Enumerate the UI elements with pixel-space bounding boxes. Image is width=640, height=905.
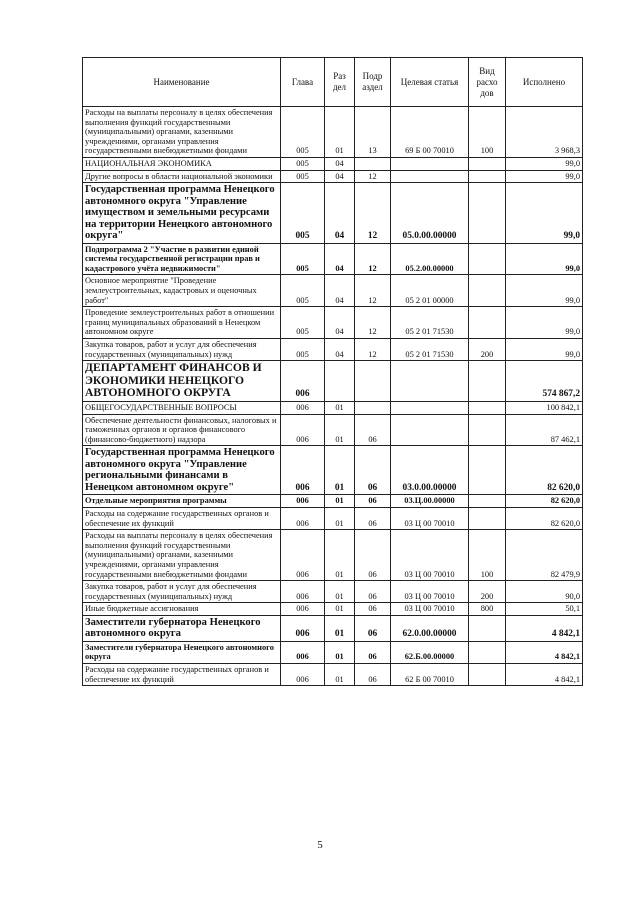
cell-vid — [469, 243, 506, 275]
cell-vid — [469, 664, 506, 686]
cell-podrazdel: 12 — [355, 307, 391, 339]
cell-target: 03.Ц.00.00000 — [391, 495, 469, 508]
cell-razdel: 04 — [325, 339, 355, 361]
cell-glava: 006 — [281, 664, 325, 686]
cell-target: 69 Б 00 70010 — [391, 107, 469, 158]
cell-amount: 90,0 — [506, 581, 583, 603]
cell-name: Закупка товаров, работ и услуг для обеспечения государственных (муниципальных) нужд — [83, 339, 281, 361]
cell-amount: 99,0 — [506, 183, 583, 244]
cell-razdel: 01 — [325, 615, 355, 641]
cell-vid — [469, 157, 506, 170]
cell-amount: 87 462,1 — [506, 414, 583, 446]
cell-razdel: 04 — [325, 307, 355, 339]
table-row — [83, 603, 583, 616]
cell-vid — [469, 307, 506, 339]
table-row — [83, 339, 583, 361]
cell-target: 05.0.00.00000 — [391, 183, 469, 244]
table-row — [83, 446, 583, 495]
cell-glava: 005 — [281, 275, 325, 307]
cell-podrazdel: 06 — [355, 446, 391, 495]
cell-name: Заместители губернатора Ненецкого автономного округа — [83, 641, 281, 663]
cell-target: 05 2 01 00000 — [391, 275, 469, 307]
cell-amount: 574 867,2 — [506, 361, 583, 402]
cell-name: Государственная программа Ненецкого автономного округа "Управление региональными финансами в Ненецком автономном округе" — [83, 446, 281, 495]
cell-vid — [469, 446, 506, 495]
cell-razdel: 04 — [325, 243, 355, 275]
cell-razdel: 04 — [325, 170, 355, 183]
cell-name: Закупка товаров, работ и услуг для обеспечения государственных (муниципальных) нужд — [83, 581, 281, 603]
cell-razdel: 01 — [325, 664, 355, 686]
cell-target: 05 2 01 71530 — [391, 339, 469, 361]
table-row — [83, 275, 583, 307]
cell-glava: 005 — [281, 107, 325, 158]
cell-glava: 006 — [281, 401, 325, 414]
cell-name: Расходы на содержание государственных органов и обеспечение их функций — [83, 664, 281, 686]
page-number: 5 — [317, 839, 323, 851]
cell-glava: 006 — [281, 603, 325, 616]
table-row — [83, 183, 583, 244]
cell-name: Иные бюджетные ассигнования — [83, 603, 281, 616]
cell-amount: 99,0 — [506, 243, 583, 275]
table-header-row — [83, 58, 583, 107]
cell-amount: 4 842,1 — [506, 615, 583, 641]
cell-amount: 99,0 — [506, 307, 583, 339]
cell-razdel — [325, 361, 355, 402]
cell-vid — [469, 641, 506, 663]
cell-glava: 006 — [281, 495, 325, 508]
cell-podrazdel — [355, 157, 391, 170]
cell-vid — [469, 495, 506, 508]
cell-amount: 4 842,1 — [506, 641, 583, 663]
header-amount: Исполнено — [506, 58, 583, 107]
cell-name: Подпрограмма 2 "Участие в развитии единой системы государственной регистрации прав и кадастрового учёта недвижимости" — [83, 243, 281, 275]
header-razdel: Раз дел — [325, 58, 355, 107]
cell-vid — [469, 507, 506, 529]
cell-podrazdel — [355, 401, 391, 414]
cell-podrazdel: 06 — [355, 581, 391, 603]
cell-target: 05.2.00.00000 — [391, 243, 469, 275]
cell-glava: 005 — [281, 157, 325, 170]
header-podrazdel: Подр аздел — [355, 58, 391, 107]
cell-amount: 99,0 — [506, 157, 583, 170]
table-row — [83, 107, 583, 158]
cell-name: Заместители губернатора Ненецкого автономного округа — [83, 615, 281, 641]
table-row — [83, 641, 583, 663]
cell-vid — [469, 183, 506, 244]
cell-vid — [469, 414, 506, 446]
cell-razdel: 01 — [325, 414, 355, 446]
cell-target — [391, 414, 469, 446]
cell-podrazdel: 12 — [355, 339, 391, 361]
cell-target — [391, 170, 469, 183]
cell-razdel: 04 — [325, 275, 355, 307]
cell-razdel: 01 — [325, 107, 355, 158]
table-row — [83, 401, 583, 414]
header-glava: Глава — [281, 58, 325, 107]
cell-podrazdel: 06 — [355, 530, 391, 581]
cell-podrazdel: 12 — [355, 243, 391, 275]
cell-podrazdel: 06 — [355, 414, 391, 446]
cell-vid — [469, 170, 506, 183]
cell-name: Государственная программа Ненецкого автономного округа "Управление имуществом и земельными ресурсами на территории Ненецкого автономного округа" — [83, 183, 281, 244]
table-row — [83, 507, 583, 529]
cell-podrazdel: 06 — [355, 507, 391, 529]
cell-name: Обеспечение деятельности финансовых, налоговых и таможенных органов и органов финансового (финансово-бюджетного) надзора — [83, 414, 281, 446]
cell-vid: 800 — [469, 603, 506, 616]
cell-name: Проведение землеустроительных работ в отношении границ муниципальных образований в Ненецком автономном округе — [83, 307, 281, 339]
cell-target — [391, 157, 469, 170]
cell-podrazdel: 13 — [355, 107, 391, 158]
cell-name: Расходы на выплаты персоналу в целях обеспечения выполнения функций государственными (муниципальными) органами, казенными учреждениями, органами управления государственными внебюджетными фондами — [83, 107, 281, 158]
cell-glava: 005 — [281, 170, 325, 183]
cell-podrazdel: 06 — [355, 641, 391, 663]
cell-amount: 82 620,0 — [506, 446, 583, 495]
cell-podrazdel: 06 — [355, 664, 391, 686]
cell-glava: 005 — [281, 243, 325, 275]
cell-amount: 82 479,9 — [506, 530, 583, 581]
cell-glava: 006 — [281, 530, 325, 581]
cell-amount: 82 620,0 — [506, 507, 583, 529]
cell-podrazdel: 12 — [355, 275, 391, 307]
cell-podrazdel: 06 — [355, 495, 391, 508]
table-row — [83, 170, 583, 183]
table-row — [83, 530, 583, 581]
cell-target: 62.0.00.00000 — [391, 615, 469, 641]
cell-name: ОБЩЕГОСУДАРСТВЕННЫЕ ВОПРОСЫ — [83, 401, 281, 414]
cell-name: ДЕПАРТАМЕНТ ФИНАНСОВ И ЭКОНОМИКИ НЕНЕЦКОГО АВТОНОМНОГО ОКРУГА — [83, 361, 281, 402]
cell-razdel: 01 — [325, 581, 355, 603]
table-row — [83, 157, 583, 170]
cell-razdel: 01 — [325, 641, 355, 663]
cell-target: 03.0.00.00000 — [391, 446, 469, 495]
budget-table — [82, 57, 583, 686]
cell-glava: 006 — [281, 361, 325, 402]
cell-target: 03 Ц 00 70010 — [391, 530, 469, 581]
table-row — [83, 495, 583, 508]
cell-target: 62 Б 00 70010 — [391, 664, 469, 686]
header-name: Наименование — [83, 58, 281, 107]
cell-glava: 005 — [281, 339, 325, 361]
cell-glava: 005 — [281, 307, 325, 339]
cell-razdel: 01 — [325, 446, 355, 495]
cell-glava: 005 — [281, 183, 325, 244]
cell-vid — [469, 401, 506, 414]
cell-vid: 200 — [469, 339, 506, 361]
cell-name: Другие вопросы в области национальной экономики — [83, 170, 281, 183]
cell-razdel: 04 — [325, 183, 355, 244]
cell-razdel: 01 — [325, 495, 355, 508]
cell-razdel: 01 — [325, 530, 355, 581]
cell-razdel: 04 — [325, 157, 355, 170]
cell-podrazdel — [355, 361, 391, 402]
cell-podrazdel: 12 — [355, 183, 391, 244]
cell-amount: 100 842,1 — [506, 401, 583, 414]
table-row — [83, 581, 583, 603]
table-row — [83, 414, 583, 446]
cell-podrazdel: 12 — [355, 170, 391, 183]
cell-amount: 99,0 — [506, 339, 583, 361]
cell-vid — [469, 615, 506, 641]
cell-vid: 100 — [469, 107, 506, 158]
cell-glava: 006 — [281, 414, 325, 446]
cell-vid — [469, 275, 506, 307]
cell-target — [391, 361, 469, 402]
cell-amount: 99,0 — [506, 170, 583, 183]
cell-amount: 99,0 — [506, 275, 583, 307]
cell-amount: 3 968,3 — [506, 107, 583, 158]
cell-glava: 006 — [281, 641, 325, 663]
table-row — [83, 361, 583, 402]
table-body — [83, 107, 583, 686]
cell-target — [391, 401, 469, 414]
cell-amount: 50,1 — [506, 603, 583, 616]
cell-target: 05 2 01 71530 — [391, 307, 469, 339]
table-row — [83, 664, 583, 686]
cell-vid: 200 — [469, 581, 506, 603]
cell-name: Расходы на содержание государственных органов и обеспечение их функций — [83, 507, 281, 529]
header-target: Целевая статья — [391, 58, 469, 107]
cell-glava: 006 — [281, 507, 325, 529]
cell-vid: 100 — [469, 530, 506, 581]
cell-name: Расходы на выплаты персоналу в целях обеспечения выполнения функций государственными (муниципальными) органами, казенными учреждениями, органами управления государственными внебюджетными фондами — [83, 530, 281, 581]
cell-amount: 4 842,1 — [506, 664, 583, 686]
cell-target: 03 Ц 00 70010 — [391, 603, 469, 616]
cell-target: 03 Ц 00 70010 — [391, 581, 469, 603]
cell-glava: 006 — [281, 581, 325, 603]
header-vid: Вид расхо дов — [469, 58, 506, 107]
cell-glava: 006 — [281, 615, 325, 641]
cell-razdel: 01 — [325, 603, 355, 616]
cell-vid — [469, 361, 506, 402]
cell-target: 62.Б.00.00000 — [391, 641, 469, 663]
cell-podrazdel: 06 — [355, 603, 391, 616]
cell-podrazdel: 06 — [355, 615, 391, 641]
cell-name: НАЦИОНАЛЬНАЯ ЭКОНОМИКА — [83, 157, 281, 170]
cell-razdel: 01 — [325, 507, 355, 529]
cell-razdel: 01 — [325, 401, 355, 414]
table-row — [83, 615, 583, 641]
cell-target: 03 Ц 00 70010 — [391, 507, 469, 529]
cell-name: Основное мероприятие "Проведение землеустроительных, кадастровых и оценочных работ" — [83, 275, 281, 307]
table-row — [83, 307, 583, 339]
cell-amount: 82 620,0 — [506, 495, 583, 508]
table-row — [83, 243, 583, 275]
cell-name: Отдельные мероприятия программы — [83, 495, 281, 508]
cell-glava: 006 — [281, 446, 325, 495]
